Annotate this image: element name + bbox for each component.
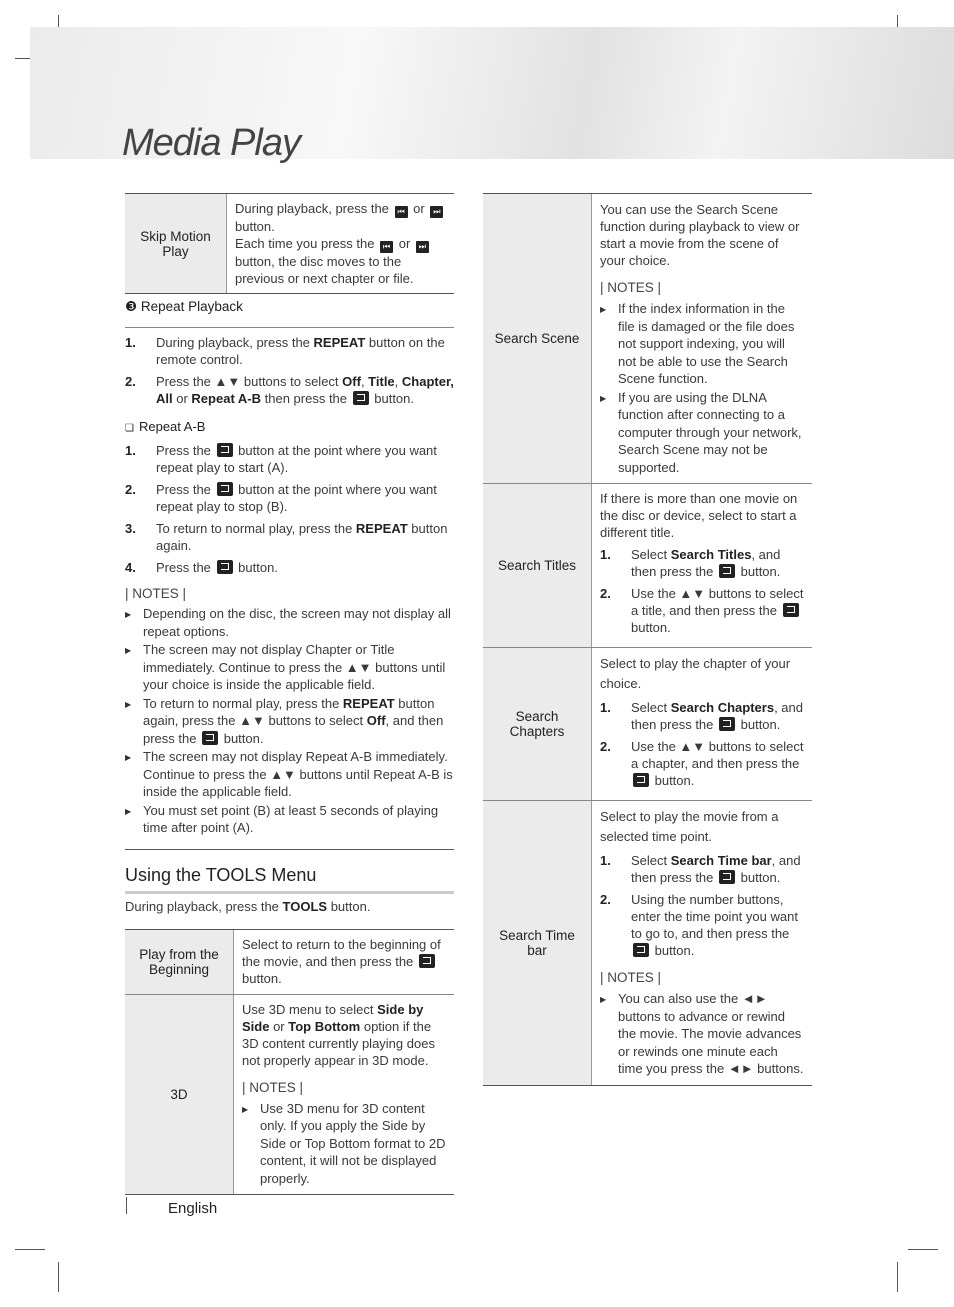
enter-icon — [353, 391, 369, 405]
enter-icon — [633, 943, 649, 957]
text: Press the — [156, 560, 211, 575]
step-text — [631, 891, 804, 959]
enter-icon — [719, 564, 735, 578]
crop-mark — [58, 1262, 59, 1292]
text: , — [360, 374, 369, 389]
step-number: 2. — [600, 892, 611, 907]
bullet-icon: ▶ — [600, 305, 607, 314]
table-row — [483, 648, 812, 801]
text: or — [413, 201, 425, 216]
table-row — [125, 930, 454, 994]
enter-icon — [217, 560, 233, 574]
note-text: Use 3D menu for 3D content only. If you apply the Side by Side or Top Bottom format to 2D content, it will not be displayed properly. — [260, 1100, 446, 1186]
skip-table — [125, 194, 454, 294]
skip-back-icon: ⏮ — [395, 206, 408, 218]
bullet-icon: ▶ — [242, 1104, 249, 1114]
text: REPEAT — [342, 695, 395, 711]
text: Repeat A-B — [191, 391, 262, 406]
step-number: 2. — [125, 482, 136, 497]
text: button again, press the ▲▼ buttons to select — [143, 695, 435, 728]
note-text: If you are using the DLNA function after connecting to a computer through your network, Search Scene may not be supported. — [618, 389, 802, 475]
text: Select — [631, 853, 671, 868]
skip-label: Skip Motion Play — [125, 194, 227, 294]
step-number: 1. — [600, 853, 611, 868]
play-begin-desc — [234, 930, 455, 994]
note-text: Depending on the disc, the screen may not display all repeat options. — [143, 606, 451, 639]
list-item — [125, 802, 454, 837]
repeat-heading — [125, 299, 454, 319]
note-text: You can also use the ◄► buttons to advance or rewind the movie. The movie advances or rewinds one minute each time you press the ◄► buttons. — [618, 991, 804, 1076]
enter-icon — [633, 773, 649, 787]
text: During playback, press the — [235, 201, 389, 216]
list-item — [125, 559, 454, 576]
text: Use 3D menu to select — [242, 1001, 378, 1017]
bullet-icon: ▶ — [125, 753, 132, 762]
skip-back-icon: ⏮ — [380, 241, 393, 253]
text: , and then press the — [631, 547, 781, 579]
text: button. — [235, 219, 275, 234]
table-row — [483, 484, 812, 648]
text: Press the — [156, 443, 211, 458]
step-number: 2. — [600, 586, 611, 601]
text: Select — [631, 547, 671, 562]
text: button. — [651, 943, 695, 958]
enter-icon — [217, 482, 233, 496]
list-item — [600, 891, 804, 959]
text: , — [394, 374, 402, 389]
text: Using the number buttons, enter the time point you want to go to, and then press the — [631, 892, 798, 941]
notes-list — [242, 1100, 446, 1188]
repeat-steps — [125, 334, 454, 407]
step-text — [156, 334, 454, 368]
text: REPEAT — [313, 335, 366, 350]
steps — [600, 852, 804, 959]
notes-list — [125, 605, 454, 837]
list-item — [600, 585, 804, 636]
search-scene-desc — [592, 194, 813, 484]
steps — [600, 699, 804, 789]
text: or — [172, 391, 192, 406]
text: Off — [366, 713, 386, 728]
list-item — [600, 990, 804, 1078]
text: You can use the Search Scene function during playback to view or start a movie from the scene of your choice. — [600, 202, 800, 268]
notes-list — [600, 990, 804, 1078]
note-text: You must set point (B) at least 5 seconds of playing time after point (A). — [143, 802, 439, 835]
text: During playback, press the — [125, 899, 283, 914]
step-text — [156, 442, 454, 476]
table-row — [125, 194, 454, 294]
step-text — [156, 559, 278, 576]
skip-forward-icon: ⏭ — [416, 241, 429, 253]
step-number: 1. — [125, 335, 136, 350]
list-item — [600, 300, 804, 388]
text: REPEAT — [355, 521, 408, 536]
text: button again. — [156, 521, 448, 553]
step-text — [156, 481, 454, 515]
text: button. — [327, 899, 371, 914]
text: Use the ▲▼ buttons to select a title, and then press the — [631, 586, 804, 618]
repeat-heading-text: Repeat Playback — [140, 299, 243, 314]
step-number: 4. — [125, 560, 136, 575]
text: Repeat A-B — [138, 419, 206, 434]
text: Select to play the chapter of your choice. — [600, 656, 791, 691]
list-item — [600, 699, 804, 733]
table-row — [125, 994, 454, 1195]
threed-text — [242, 1001, 446, 1069]
step-number: 2. — [600, 739, 611, 754]
text: Search Chapters — [670, 700, 775, 715]
skip-desc — [227, 194, 455, 294]
text: button, the disc moves to the previous or next chapter or file. — [235, 254, 414, 286]
enter-icon — [719, 717, 735, 731]
notes-label: | NOTES | — [600, 280, 662, 295]
list-item — [600, 389, 804, 477]
search-timebar-label: Search Time bar — [483, 801, 592, 1086]
notes-label: | NOTES | — [242, 1079, 304, 1095]
step-number: 1. — [600, 700, 611, 715]
text: Select — [631, 700, 671, 715]
list-item — [125, 442, 454, 476]
text: button on the remote control. — [156, 335, 445, 367]
step-text — [631, 699, 804, 733]
text: Select to play the movie from a selected time point. — [600, 809, 779, 844]
note-text: If the index information in the file is damaged or the file does not support indexing, you will not be able to use the Search Scene function. — [618, 301, 795, 386]
list-item — [125, 748, 454, 801]
list-item — [125, 373, 454, 407]
left-column — [125, 193, 454, 1195]
text: button. — [737, 717, 781, 732]
text: Use the ▲▼ buttons to select a chapter, and then press the — [631, 739, 804, 771]
bullet-icon: ▶ — [600, 393, 607, 403]
list-item — [600, 546, 804, 580]
text: Search Time bar — [670, 853, 772, 868]
crop-mark — [15, 1249, 45, 1250]
text: button. — [242, 971, 282, 987]
text: button. — [651, 773, 695, 788]
text: then press the — [261, 391, 348, 406]
crop-mark — [897, 1262, 898, 1292]
step-number: 2. — [125, 374, 136, 389]
step-text — [631, 546, 804, 580]
enter-icon — [202, 731, 218, 745]
step-number-icon: ❸ — [125, 299, 138, 314]
step-text — [156, 373, 454, 407]
steps — [600, 546, 804, 636]
search-table — [483, 194, 812, 1086]
threed-label: 3D — [125, 994, 234, 1195]
threed-desc — [234, 994, 455, 1195]
text: button at the point where you want repeat play to start (A). — [156, 443, 437, 475]
step-number: 1. — [125, 443, 136, 458]
bullet-icon: ▶ — [125, 806, 132, 816]
footer-language: English — [168, 1200, 218, 1217]
list-item — [125, 481, 454, 515]
search-titles-desc — [592, 484, 813, 648]
list-item — [242, 1100, 446, 1188]
search-titles-label: Search Titles — [483, 484, 592, 648]
text: button at the point where you want repeat play to stop (B). — [156, 482, 437, 514]
text: Press the — [156, 482, 211, 497]
text: or — [398, 236, 411, 251]
list-item — [125, 520, 454, 554]
table-row — [483, 194, 812, 484]
step-text — [631, 585, 804, 636]
text: Chapter, All — [156, 374, 454, 406]
text: button. — [631, 620, 671, 635]
step-text — [156, 520, 454, 554]
text: , and then press the — [143, 713, 444, 746]
page-title: Media Play — [122, 122, 300, 164]
crop-mark — [908, 1249, 938, 1250]
enter-icon — [783, 603, 799, 617]
notes-list — [600, 300, 804, 476]
list-item — [600, 852, 804, 886]
notes-label: | NOTES | — [600, 970, 662, 985]
tools-heading: Using the TOOLS Menu — [125, 865, 317, 885]
text: Each time you press the — [235, 236, 375, 251]
bullet-icon: ▶ — [125, 699, 132, 709]
text: or — [269, 1018, 289, 1034]
text: Search Titles — [670, 547, 752, 562]
enter-icon — [719, 870, 735, 884]
text: button. — [737, 564, 781, 579]
enter-icon — [217, 443, 233, 457]
bullet-icon: ▶ — [600, 995, 607, 1004]
step-number: 3. — [125, 521, 136, 536]
search-scene-label: Search Scene — [483, 194, 592, 484]
step-text — [631, 852, 804, 886]
checkbox-icon: ❑ — [125, 423, 134, 434]
text: To return to normal play, press the — [143, 695, 343, 711]
list-item — [125, 605, 454, 640]
step-text — [631, 738, 804, 789]
text: button. — [370, 391, 415, 406]
text: During playback, press the — [156, 335, 314, 350]
search-chapters-label: Search Chapters — [483, 648, 592, 801]
list-item — [125, 641, 454, 694]
right-column — [483, 193, 812, 1086]
skip-forward-icon: ⏭ — [430, 206, 443, 218]
text: Select to return to the beginning of the movie, and then press the — [242, 937, 441, 970]
note-text: The screen may not display Chapter or Title immediately. Continue to press the ▲▼ buttons until your choice is inside the applicable field. — [143, 642, 446, 692]
repeat-ab-steps — [125, 442, 454, 576]
text: option if the 3D content currently playing does not properly appear in 3D mode. — [242, 1018, 435, 1068]
bullet-icon: ▶ — [125, 610, 132, 619]
list-item — [600, 738, 804, 789]
notes-label: | NOTES | — [125, 586, 187, 601]
text: If there is more than one movie on the disc or device, select to start a different title. — [600, 491, 798, 540]
text: , and then press the — [631, 700, 803, 732]
text: , and then press the — [631, 853, 801, 885]
text: Off — [342, 374, 361, 389]
text: To return to normal play, press the — [156, 521, 356, 536]
text: Top Bottom — [288, 1018, 361, 1034]
step-number: 1. — [600, 547, 611, 562]
table-row — [483, 801, 812, 1086]
text: Title — [368, 374, 395, 389]
list-item — [125, 334, 454, 368]
enter-icon — [419, 954, 435, 968]
tools-intro — [125, 899, 454, 914]
repeat-ab-heading — [125, 419, 454, 434]
play-begin-label: Play from the Beginning — [125, 930, 234, 994]
search-timebar-desc — [592, 801, 813, 1086]
tools-table — [125, 930, 454, 1195]
text: Press the ▲▼ buttons to select — [156, 374, 343, 389]
search-chapters-desc — [592, 648, 813, 801]
text: Side by Side — [242, 1001, 424, 1034]
note-text: The screen may not display Repeat A-B immediately. Continue to press the ▲▼ buttons until Repeat A-B is inside the applicable field. — [143, 749, 453, 799]
text: TOOLS — [282, 899, 328, 914]
text: button. — [737, 870, 781, 885]
list-item — [125, 695, 454, 748]
note-text — [143, 695, 454, 748]
footer-bar — [126, 1197, 127, 1214]
text: button. — [220, 730, 264, 746]
text: button. — [234, 560, 278, 575]
bullet-icon: ▶ — [125, 646, 132, 655]
